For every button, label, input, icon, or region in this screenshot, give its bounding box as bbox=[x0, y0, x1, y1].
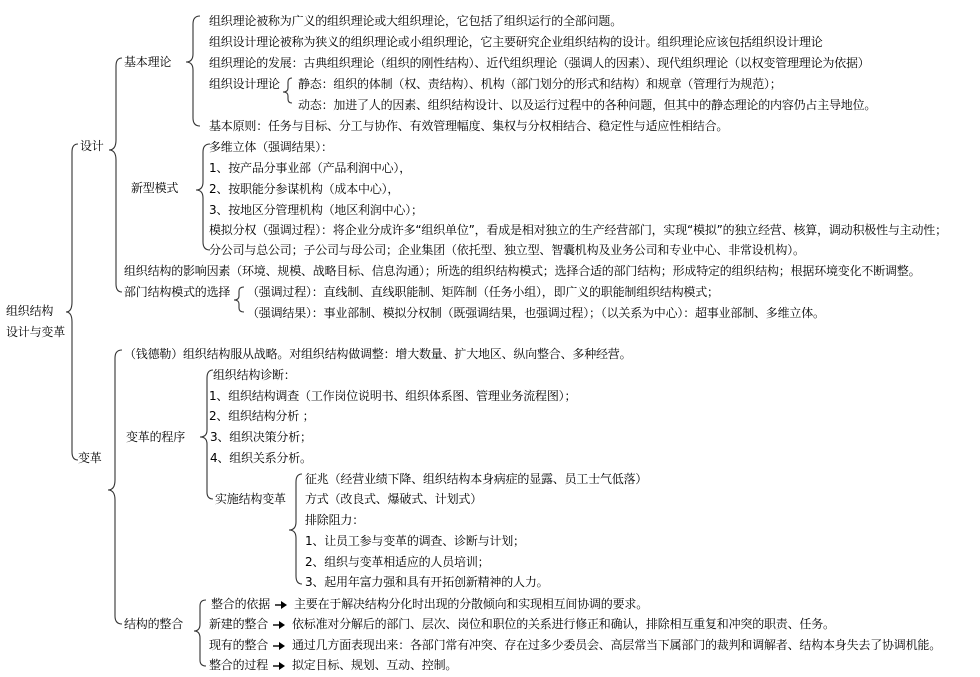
integration-key-4: 整合的过程 bbox=[209, 658, 269, 672]
new-model-item-2: 1、按产品分事业部（产品利润中心）， bbox=[209, 161, 412, 175]
arrow-right-icon bbox=[273, 640, 287, 650]
procedure-label: 变革的程序 bbox=[126, 430, 186, 444]
new-model-item-1: 多维立体（强调结果）： bbox=[209, 140, 333, 154]
integration-value-3: 通过几方面表现出来：各部门常有冲突、存在过多少委员会、高层常当下属部门的裁判和调解者、结构本身失去了协调机能。 bbox=[292, 638, 942, 652]
root-title-line1: 组织结构 bbox=[6, 304, 54, 318]
integration-value-1: 主要在于解决结构分化时出现的分散倾向和实现相互间协调的要求。 bbox=[294, 597, 649, 611]
influence-factors: 组织结构的影响因素（环境、规模、战略目标、信息沟通）；所选的组织结构模式；选择合适的部门结构；形成特定的组织结构；根据环境变化不断调整。 bbox=[124, 264, 921, 278]
new-model-brace bbox=[196, 144, 210, 250]
design-theory-brace bbox=[283, 78, 292, 103]
new-model-item-6: 分公司与总公司；子公司与母公司；企业集团（依托型、独立型、智囊机构及业务公司和专业中心、非常设机构）。 bbox=[209, 243, 805, 257]
procedure-item-3: 2、组织结构分析 ； bbox=[209, 409, 315, 423]
implement-item-4: 1、让员工参与变革的调查、诊断与计划； bbox=[305, 534, 525, 548]
integration-value-2: 依标准对分解后的部门、层次、岗位和职位的关系进行修正和确认，排除相互重复和冲突的职责、任务。 bbox=[292, 617, 835, 631]
design-label: 设计 bbox=[80, 139, 104, 153]
design-theory-label: 组织设计理论 bbox=[209, 77, 280, 91]
implement-item-3: 排除阻力： bbox=[305, 513, 365, 527]
dept-model-process: （强调过程）：直线制、直线职能制、矩阵制（任务小组），即广义的职能制组织结构模式； bbox=[247, 285, 719, 299]
integration-value-4: 拟定目标、规划、互动、控制。 bbox=[292, 658, 458, 672]
basic-theory-label: 基本理论 bbox=[124, 55, 172, 69]
basic-principle: 基本原则：任务与目标、分工与协作、有效管理幅度、集权与分权相结合、稳定性与适应性相结合。 bbox=[209, 119, 729, 133]
procedure-item-5: 4、组织关系分析。 bbox=[210, 451, 312, 465]
procedure-item-4: 3、组织决策分析； bbox=[210, 430, 312, 444]
root-title-line2: 设计与变革 bbox=[6, 325, 66, 339]
design-theory-static: 静态：组织的体制（权、责结构）、机构（部门划分的形式和结构）和规章（管理行为规范）； bbox=[298, 77, 782, 91]
new-model-item-3: 2、按职能分参谋机构（成本中心）， bbox=[209, 182, 400, 196]
implement-brace bbox=[289, 474, 302, 584]
implement-item-1: 征兆（经营业绩下降、组织结构本身病症的显露、员工士气低落） bbox=[305, 472, 648, 486]
new-model-label: 新型模式 bbox=[131, 181, 179, 195]
arrow-right-icon bbox=[273, 619, 287, 629]
implement-item-2: 方式（改良式、爆破式、计划式） bbox=[305, 492, 483, 506]
basic-theory-item-3: 组织理论的发展：古典组织理论（组织的刚性结构）、近代组织理论（强调人的因素）、现代组织理论（以权变管理理论为依据） bbox=[209, 56, 870, 70]
integration-key-3: 现有的整合 bbox=[209, 638, 269, 652]
integration-key-1: 整合的依据 bbox=[211, 597, 271, 611]
new-model-item-4: 3、按地区分管理机构（地区利润中心）； bbox=[209, 203, 423, 217]
dept-model-label: 部门结构模式的选择 bbox=[124, 285, 231, 299]
integration-key-2: 新建的整合 bbox=[209, 617, 269, 631]
new-model-item-5: 模拟分权（强调过程）：将企业分成许多“组织单位”，看成是相对独立的生产经营部门，实现“模拟”的独立经营、核算，调动积极性与主动性； bbox=[209, 223, 947, 237]
arrow-right-icon bbox=[273, 660, 287, 670]
dept-model-result: （强调结果）：事业部制、模拟分权制（既强调结果，也强调过程）；（以关系为中心）：超事业部制、多维立体。 bbox=[247, 306, 825, 320]
design-brace bbox=[109, 58, 122, 292]
integration-brace bbox=[194, 600, 206, 666]
chandler-note: （钱德勒）组织结构服从战略。对组织结构做调整：增大数量、扩大地区、纵向整合、多种经营。 bbox=[124, 347, 632, 361]
dept-model-brace bbox=[234, 287, 244, 312]
reform-label: 变革 bbox=[78, 451, 102, 465]
basic-theory-item-1: 组织理论被称为广义的组织理论或大组织理论，它包括了组织运行的全部问题。 bbox=[209, 14, 623, 28]
procedure-item-2: 1、组织结构调查（工作岗位说明书、组织体系图、管理业务流程图）； bbox=[209, 389, 577, 403]
design-theory-dynamic: 动态：加进了人的因素、组织结构设计、以及运行过程中的各种问题，但其中的静态理论的内容仍占主导地位。 bbox=[298, 98, 877, 112]
implement-item-6: 3、起用年富力强和具有开拓创新精神的人力。 bbox=[305, 575, 549, 589]
reform-brace bbox=[108, 350, 122, 624]
root-brace bbox=[66, 144, 78, 460]
basic-theory-item-2: 组织设计理论被称为狭义的组织理论或小组织理论，它主要研究企业组织结构的设计。组织理论应该包括组织设计理论 bbox=[209, 35, 823, 49]
basic-theory-brace bbox=[186, 16, 200, 126]
arrow-right-icon bbox=[275, 599, 289, 609]
integration-label: 结构的整合 bbox=[124, 617, 184, 631]
implement-item-5: 2、组织与变革相适应的人员培训； bbox=[305, 555, 490, 569]
procedure-item-1: 组织结构诊断： bbox=[213, 368, 296, 382]
implement-label: 实施结构变革 bbox=[215, 492, 286, 506]
